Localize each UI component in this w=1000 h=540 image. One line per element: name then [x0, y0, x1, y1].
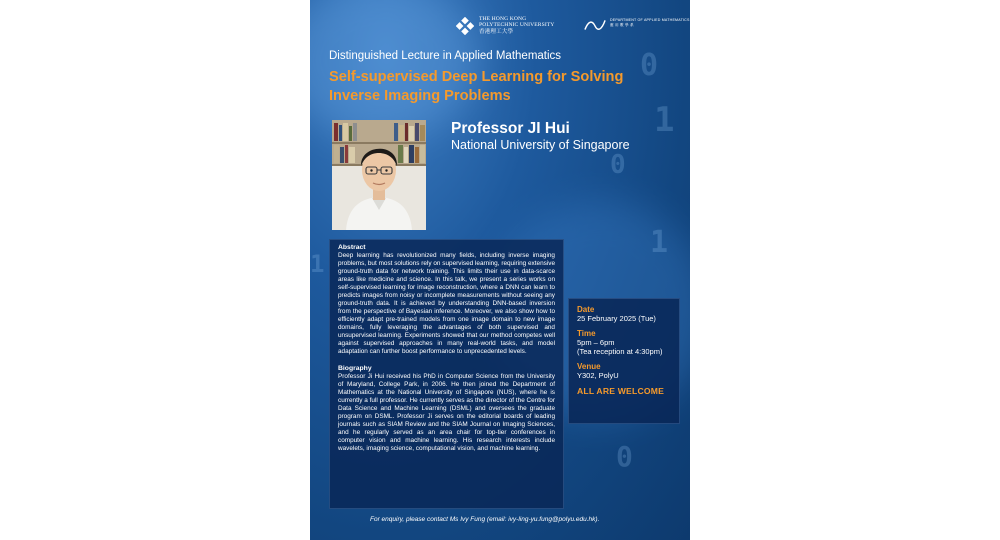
- speaker-affiliation: National University of Singapore: [451, 138, 630, 152]
- all-are-welcome: ALL ARE WELCOME: [577, 386, 665, 396]
- lecture-series: Distinguished Lecture in Applied Mathematics: [329, 50, 562, 62]
- event-info-panel: [568, 298, 680, 424]
- abstract-text: Deep learning has revolutionized many fields, including inverse imaging problems, but most solutions rely on supervised learning, requiring extensive ground-truth data for network training. This limits their use in data-scarce areas like medicine and science. In this talk, we present a series works on self-supervised learning for image reconstruction, where a DNN can learn to predicts images from noisy or incomplete measurements without seeing any ground-truth data. It is achieved by understanding DNN-based inversion from the perspective of Bayesian inference. Moreover, we also show how to efficiently adapt pre-trained models from one image domain to new image domains, fully leveraging the advantages of both supervised and unsupervised learning. Experiments showed that our method competes well against supervised approaches in many real-world tasks, and model adaptation can further boost performance to unprecedented levels.: [338, 252, 555, 355]
- lecture-title-line-2: Inverse Imaging Problems: [329, 88, 511, 104]
- enquiry-note: For enquiry, please contact Ms Ivy Fung (email: ivy-ling-yu.fung@polyu.edu.hk).: [370, 516, 600, 523]
- university-name-zh: 香港理工大學: [479, 28, 514, 35]
- abstract-heading: Abstract: [338, 244, 366, 251]
- department-logo: [584, 18, 690, 32]
- date-value: 25 February 2025 (Tue): [577, 314, 656, 323]
- speaker-photo: [332, 120, 426, 230]
- time-value: [577, 338, 671, 357]
- time-label: Time: [577, 328, 596, 338]
- decor-digit: 1: [650, 225, 669, 260]
- decor-digit: 1: [654, 100, 675, 140]
- lecture-title: [329, 68, 674, 106]
- university-name-en-2: POLYTECHNIC UNIVERSITY: [479, 22, 555, 29]
- speaker-name: Professor JI Hui: [451, 120, 570, 137]
- decor-digit: 0: [640, 48, 659, 83]
- speaker-portrait-illustration: [332, 120, 426, 230]
- biography-heading: Biography: [338, 365, 372, 372]
- decor-digit: 1: [310, 250, 325, 278]
- polyu-emblem-icon: [456, 17, 474, 35]
- biography-text: Professor Ji Hui received his PhD in Computer Science from the University of Maryland, College Park, in 2006. He then joined the Department of Mathematics at the National University of Singapore (NUS), where he is currently a full professor. He currently serves as the director of the Centre for Data Science and Machine Learning (DSML) and oversees the graduate program on DSML. Professor Ji serves on the editorial boards of leading journals such as SIAM Review and the SIAM Journal on Imaging Sciences, and he regularly served as an area chair for top-tier conferences in computer vision and machine learning. His research interests include wavelets, imaging science, computational vision, and machine learning.: [338, 373, 555, 452]
- university-name: [479, 16, 554, 35]
- venue-label: Venue: [577, 361, 601, 371]
- tea-reception: (Tea reception at 4:30pm): [577, 347, 663, 356]
- decor-digit: 0: [610, 150, 626, 180]
- date-label: Date: [577, 305, 595, 314]
- decor-digit: 0: [616, 440, 633, 473]
- lecture-title-line-1: Self-supervised Deep Learning for Solving: [329, 69, 624, 85]
- university-name-en-1: THE HONG KONG: [479, 16, 527, 22]
- department-emblem-icon: [584, 18, 606, 32]
- polyu-logo: [456, 16, 554, 35]
- department-name-en: DEPARTMENT OF APPLIED MATHEMATICS: [610, 18, 690, 22]
- abstract-biography-panel: [329, 239, 564, 509]
- department-name-zh: 應 用 數 學 系: [610, 23, 634, 27]
- venue-value: Y302, PolyU: [577, 370, 619, 380]
- time-range: 5pm – 6pm: [577, 337, 615, 347]
- department-name: [610, 18, 690, 28]
- poster: [310, 0, 690, 540]
